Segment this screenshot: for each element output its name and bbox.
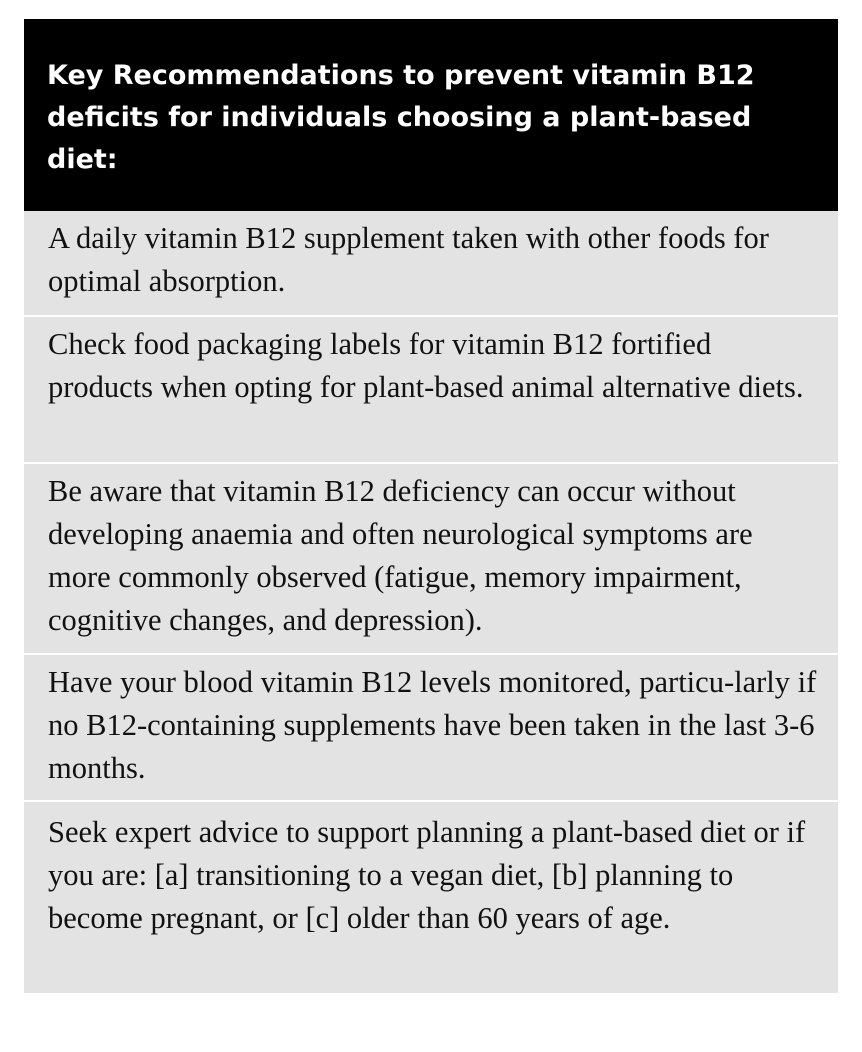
recommendation-row: A daily vitamin B12 supplement taken with other foods for optimal absorption. (24, 211, 838, 317)
recommendation-row: Seek expert advice to support planning a plant-based diet or if you are: [a] transitioning to a vegan diet, [b] planning to become pregnant, or [c] older than 60 years of age. (24, 802, 838, 993)
recommendation-row: Have your blood vitamin B12 levels monitored, particu-larly if no B12-containing supplements have been taken in the last 3-6 months. (24, 655, 838, 802)
recommendations-box (24, 19, 838, 993)
recommendation-row: Be aware that vitamin B12 deficiency can occur without developing anaemia and often neurological symptoms are more commonly observed (fatigue, memory impairment, cognitive changes, and depression). (24, 464, 838, 655)
box-title: Key Recommendations to prevent vitamin B12 deficits for individuals choosing a plant-based diet: (24, 19, 838, 211)
recommendation-row: Check food packaging labels for vitamin B12 fortified products when opting for plant-based animal alternative diets. (24, 317, 838, 464)
